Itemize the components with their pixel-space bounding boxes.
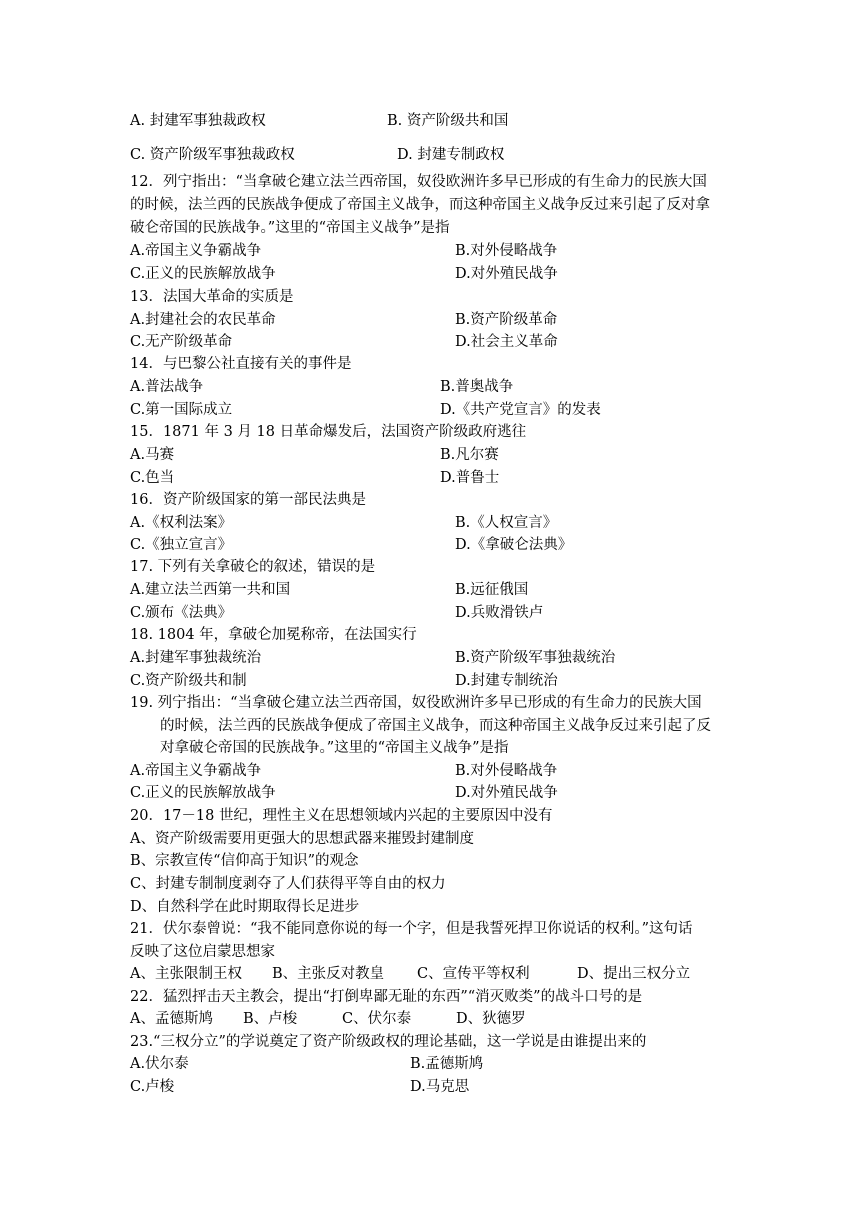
q15-option-d: D.普鲁士 [440, 470, 500, 486]
q17-stem: 17. 下列有关拿破仑的叙述，错误的是 [130, 559, 376, 575]
q21-stem-line2: 反映了这位启蒙思想家 [130, 944, 275, 960]
q19-option-d: D.对外殖民战争 [455, 785, 558, 801]
q21-option-d: D、提出三权分立 [577, 966, 691, 982]
q16-option-b: B.《人权宣言》 [455, 515, 558, 531]
q12-option-a: A.帝国主义争霸战争 [130, 243, 262, 259]
q18-option-d: D.封建专制统治 [455, 673, 558, 689]
q19-stem-line1: 19. 列宁指出：“当拿破仑建立法兰西帝国，奴役欧洲许多早已形成的有生命力的民族大国 [130, 695, 702, 711]
q15-option-c: C.色当 [130, 470, 175, 486]
q18-option-a: A.封建军事独裁统治 [130, 650, 262, 666]
q14-option-c: C.第一国际成立 [130, 402, 233, 418]
q17-option-d: D.兵败滑铁卢 [455, 605, 544, 621]
q13-stem: 13．法国大革命的实质是 [130, 289, 294, 305]
q17-option-b: B.远征俄国 [455, 582, 529, 598]
q20-option-d: D、自然科学在此时期取得长足进步 [130, 899, 360, 915]
q20-option-a: A、资产阶级需要用更强大的思想武器来摧毁封建制度 [130, 831, 474, 847]
q22-option-a: A、孟德斯鸠 [130, 1011, 213, 1027]
q23-option-c: C.卢梭 [130, 1079, 175, 1095]
q15-stem: 15．1871 年 3 月 18 日革命爆发后，法国资产阶级政府逃往 [130, 424, 527, 440]
q19-option-c: C.正义的民族解放战争 [130, 785, 276, 801]
q19-option-b: B.对外侵略战争 [455, 763, 558, 779]
q18-option-c: C.资产阶级共和制 [130, 673, 247, 689]
q12-stem-line1: 12．列宁指出：“当拿破仑建立法兰西帝国，奴役欧洲许多早已形成的有生命力的民族大国 [130, 174, 707, 190]
q22-option-d: D、狄德罗 [456, 1011, 526, 1027]
q13-option-c: C.无产阶级革命 [130, 334, 233, 350]
q22-option-c: C、伏尔泰 [342, 1011, 412, 1027]
q14-stem: 14．与巴黎公社直接有关的事件是 [130, 356, 352, 372]
q15-option-a: A.马赛 [130, 447, 175, 463]
q20-stem: 20．17－18 世纪，理性主义在思想领域内兴起的主要原因中没有 [130, 808, 553, 824]
q23-stem: 23.“三权分立”的学说奠定了资产阶级政权的理论基础，这一学说是由谁提出来的 [130, 1034, 647, 1050]
q23-option-b: B.孟德斯鸠 [410, 1056, 484, 1072]
q13-option-d: D.社会主义革命 [455, 334, 558, 350]
q16-option-d: D.《拿破仑法典》 [455, 537, 573, 553]
q23-option-a: A.伏尔泰 [130, 1056, 189, 1072]
q21-option-c: C、宣传平等权利 [417, 966, 530, 982]
q11-option-b: B. 资产阶级共和国 [387, 113, 509, 129]
q21-stem-line1: 21．伏尔泰曾说：“我不能同意你说的每一个字，但是我誓死捍卫你说话的权利。”这句话 [130, 921, 693, 937]
q14-option-a: A.普法战争 [130, 379, 204, 395]
q11-option-c: C. 资产阶级军事独裁政权 [130, 147, 295, 163]
q11-option-d: D. 封建专制政权 [397, 147, 505, 163]
q21-option-b: B、主张反对教皇 [272, 966, 385, 982]
q16-option-c: C.《独立宣言》 [130, 537, 233, 553]
q20-option-c: C、封建专制制度剥夺了人们获得平等自由的权力 [130, 876, 446, 892]
q11-option-a: A. 封建军事独裁政权 [130, 113, 266, 129]
q15-option-b: B.凡尔赛 [440, 447, 499, 463]
q14-option-b: B.普奥战争 [440, 379, 514, 395]
q17-option-c: C.颁布《法典》 [130, 605, 233, 621]
q22-option-b: B、卢梭 [243, 1011, 298, 1027]
q16-option-a: A.《权利法案》 [130, 515, 233, 531]
q17-option-a: A.建立法兰西第一共和国 [130, 582, 291, 598]
q12-option-d: D.对外殖民战争 [455, 266, 558, 282]
q12-option-c: C.正义的民族解放战争 [130, 266, 276, 282]
q12-stem-line2: 的时候，法兰西的民族战争便成了帝国主义战争，而这种帝国主义战争反过来引起了反对拿 [130, 197, 710, 213]
q23-option-d: D.马克思 [410, 1079, 470, 1095]
q16-stem: 16．资产阶级国家的第一部民法典是 [130, 492, 366, 508]
q19-stem-line3: 对拿破仑帝国的民族战争。”这里的“帝国主义战争”是指 [160, 740, 509, 756]
q20-option-b: B、宗教宣传“信仰高于知识”的观念 [130, 853, 359, 869]
q12-stem-line3: 破仑帝国的民族战争。”这里的“帝国主义战争”是指 [130, 220, 450, 236]
q22-stem: 22．猛烈抨击天主教会，提出“打倒卑鄙无耻的东西”“消灭败类”的战斗口号的是 [130, 989, 643, 1005]
q21-option-a: A、主张限制王权 [130, 966, 242, 982]
q13-option-b: B.资产阶级革命 [455, 312, 558, 328]
q18-option-b: B.资产阶级军事独裁统治 [455, 650, 616, 666]
q19-stem-line2: 的时候，法兰西的民族战争便成了帝国主义战争，而这种帝国主义战争反过来引起了反 [160, 718, 711, 734]
q18-stem: 18. 1804 年，拿破仑加冕称帝，在法国实行 [130, 627, 417, 643]
q19-option-a: A.帝国主义争霸战争 [130, 763, 262, 779]
q13-option-a: A.封建社会的农民革命 [130, 312, 276, 328]
q14-option-d: D.《共产党宣言》的发表 [440, 402, 601, 418]
q12-option-b: B.对外侵略战争 [455, 243, 558, 259]
